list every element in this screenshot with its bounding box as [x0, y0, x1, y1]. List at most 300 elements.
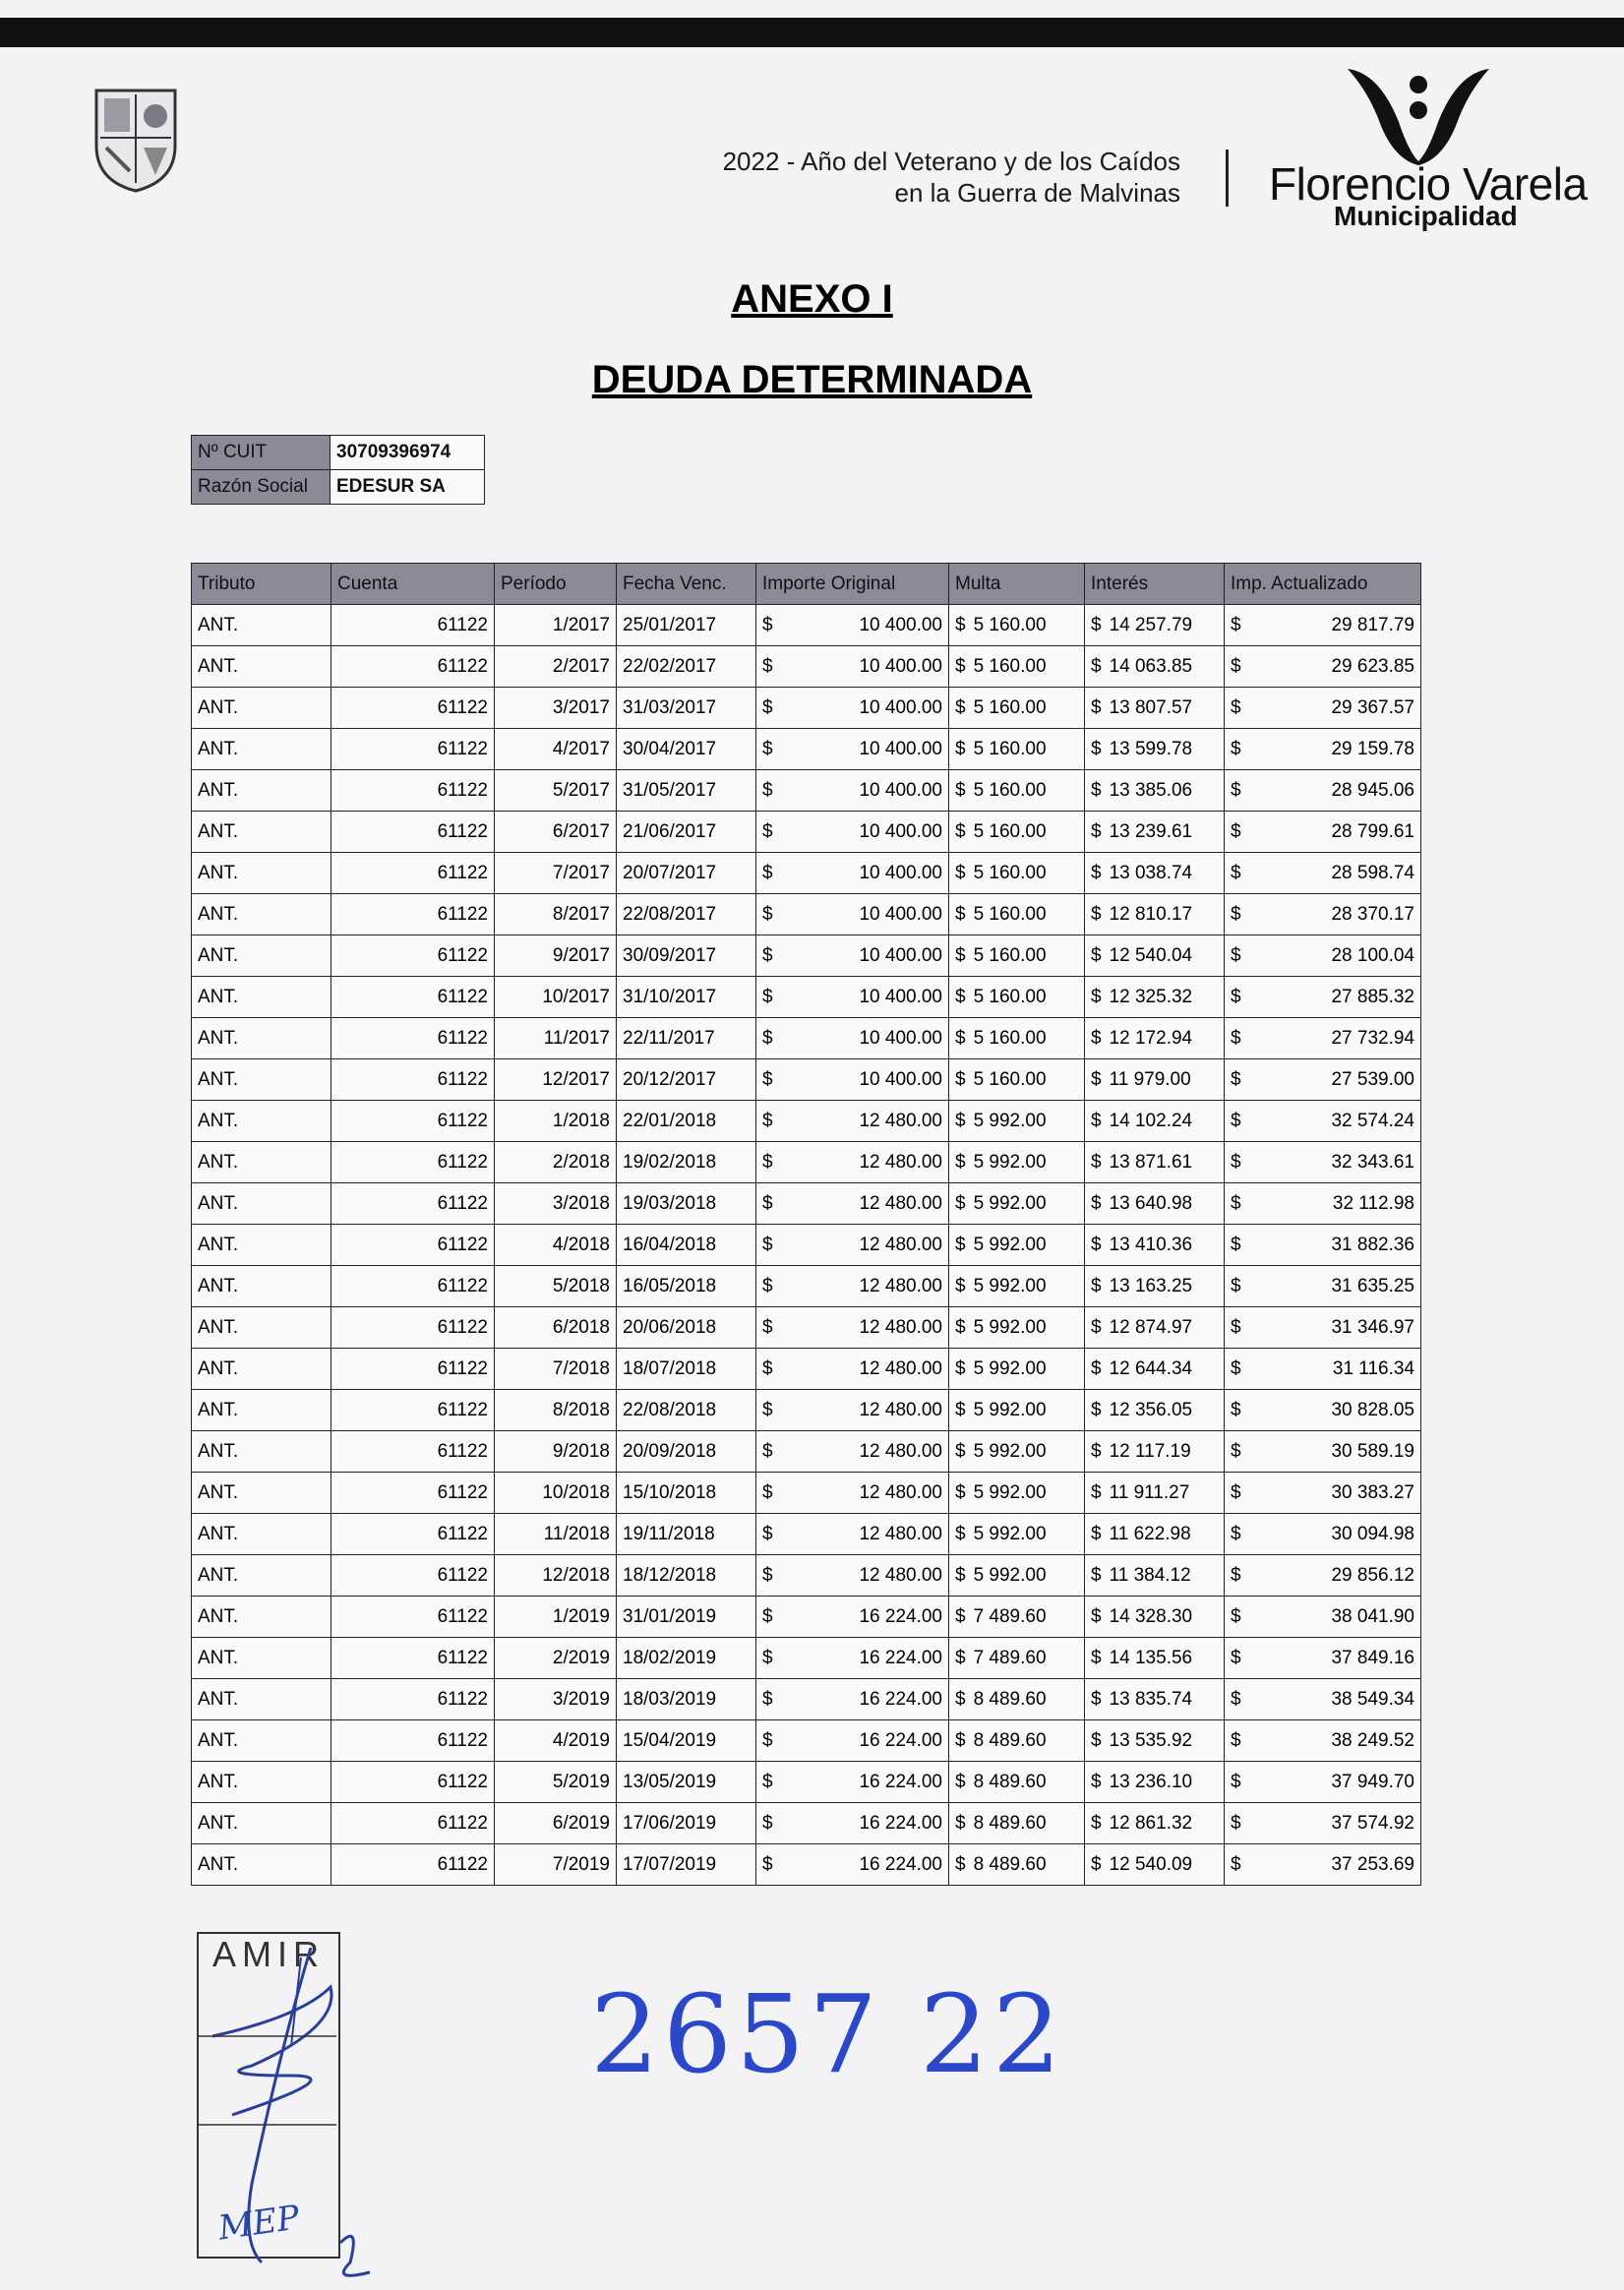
multa-cell — [949, 1638, 1085, 1679]
currency-symbol: $ — [762, 1316, 773, 1338]
currency-symbol: $ — [1231, 1027, 1241, 1049]
amount-value: 8 489.60 — [973, 1729, 1047, 1751]
amount-value: 12 874.97 — [1109, 1316, 1193, 1338]
top-scan-bar — [0, 18, 1624, 47]
periodo-cell: 11/2017 — [495, 1018, 617, 1059]
table-row — [192, 1431, 1421, 1473]
multa-cell — [949, 1266, 1085, 1307]
amount-value: 8 489.60 — [973, 1771, 1047, 1792]
importe-original-cell — [756, 1101, 949, 1142]
multa-cell — [949, 1431, 1085, 1473]
currency-symbol: $ — [955, 1440, 966, 1462]
periodo-cell: 5/2019 — [495, 1762, 617, 1803]
table-row — [192, 853, 1421, 894]
currency-symbol: $ — [955, 1729, 966, 1751]
cuit-row — [192, 436, 485, 470]
periodo-cell: 8/2018 — [495, 1390, 617, 1431]
currency-symbol: $ — [1091, 944, 1102, 966]
amount-value: 13 640.98 — [1109, 1192, 1193, 1214]
razon-social-value: EDESUR SA — [331, 470, 485, 505]
tributo-cell: ANT. — [192, 1266, 331, 1307]
amount-value: 12 480.00 — [859, 1357, 942, 1379]
tributo-cell: ANT. — [192, 935, 331, 977]
multa-cell — [949, 1473, 1085, 1514]
table-row — [192, 812, 1421, 853]
amount-value: 10 400.00 — [859, 944, 942, 966]
amount-value: 5 992.00 — [973, 1523, 1047, 1544]
importe-original-cell — [756, 1514, 949, 1555]
currency-symbol: $ — [1231, 1564, 1241, 1586]
table-row — [192, 1390, 1421, 1431]
currency-symbol: $ — [955, 1688, 966, 1710]
currency-symbol: $ — [762, 1234, 773, 1255]
periodo-cell: 12/2018 — [495, 1555, 617, 1597]
interes-cell — [1085, 1225, 1225, 1266]
currency-symbol: $ — [955, 1812, 966, 1834]
fecha-venc-cell: 30/09/2017 — [617, 935, 756, 977]
imp-actualizado-cell — [1225, 1638, 1421, 1679]
amount-value: 10 400.00 — [859, 986, 942, 1007]
cuenta-cell: 61122 — [331, 729, 495, 770]
currency-symbol: $ — [1231, 1523, 1241, 1544]
currency-symbol: $ — [1091, 779, 1102, 801]
currency-symbol: $ — [762, 1399, 773, 1420]
currency-symbol: $ — [762, 1357, 773, 1379]
amount-value: 12 480.00 — [859, 1564, 942, 1586]
amount-value: 32 112.98 — [1332, 1192, 1414, 1214]
currency-symbol: $ — [1091, 1853, 1102, 1875]
column-header: Multa — [949, 564, 1085, 605]
table-row — [192, 1638, 1421, 1679]
multa-cell — [949, 1183, 1085, 1225]
interes-cell — [1085, 729, 1225, 770]
amount-value: 14 257.79 — [1109, 614, 1193, 635]
currency-symbol: $ — [1231, 614, 1241, 635]
periodo-cell: 7/2018 — [495, 1349, 617, 1390]
fecha-venc-cell: 19/11/2018 — [617, 1514, 756, 1555]
currency-symbol: $ — [1231, 779, 1241, 801]
interes-cell — [1085, 1101, 1225, 1142]
interes-cell — [1085, 1431, 1225, 1473]
interes-cell — [1085, 1720, 1225, 1762]
table-row — [192, 935, 1421, 977]
multa-cell — [949, 770, 1085, 812]
amount-value: 5 160.00 — [973, 986, 1047, 1007]
imp-actualizado-cell — [1225, 688, 1421, 729]
cuenta-cell: 61122 — [331, 812, 495, 853]
tributo-cell: ANT. — [192, 770, 331, 812]
currency-symbol: $ — [955, 655, 966, 677]
importe-original-cell — [756, 646, 949, 688]
importe-original-cell — [756, 1018, 949, 1059]
currency-symbol: $ — [955, 1523, 966, 1544]
taxpayer-info-table — [191, 435, 485, 505]
imp-actualizado-cell — [1225, 1142, 1421, 1183]
periodo-cell: 9/2018 — [495, 1431, 617, 1473]
amount-value: 14 328.30 — [1109, 1605, 1193, 1627]
interes-cell — [1085, 1844, 1225, 1886]
currency-symbol: $ — [955, 944, 966, 966]
fecha-venc-cell: 31/01/2019 — [617, 1597, 756, 1638]
amount-value: 11 384.12 — [1109, 1564, 1191, 1586]
amount-value: 12 480.00 — [859, 1234, 942, 1255]
currency-symbol: $ — [762, 1564, 773, 1586]
currency-symbol: $ — [955, 1853, 966, 1875]
table-row — [192, 1679, 1421, 1720]
currency-symbol: $ — [1091, 1481, 1102, 1503]
amount-value: 7 489.60 — [973, 1647, 1047, 1668]
currency-symbol: $ — [762, 1523, 773, 1544]
multa-cell — [949, 688, 1085, 729]
amount-value: 29 856.12 — [1331, 1564, 1414, 1586]
column-header: Importe Original — [756, 564, 949, 605]
interes-cell — [1085, 853, 1225, 894]
importe-original-cell — [756, 1431, 949, 1473]
cuenta-cell: 61122 — [331, 1101, 495, 1142]
interes-cell — [1085, 1638, 1225, 1679]
table-row — [192, 1597, 1421, 1638]
currency-symbol: $ — [762, 696, 773, 718]
tributo-cell: ANT. — [192, 1307, 331, 1349]
amount-value: 27 732.94 — [1331, 1027, 1414, 1049]
table-row — [192, 770, 1421, 812]
cuenta-cell: 61122 — [331, 1307, 495, 1349]
amount-value: 12 356.05 — [1109, 1399, 1193, 1420]
cuenta-cell: 61122 — [331, 1225, 495, 1266]
cuenta-cell: 61122 — [331, 1638, 495, 1679]
amount-value: 30 094.98 — [1331, 1523, 1414, 1544]
cuenta-cell: 61122 — [331, 1720, 495, 1762]
currency-symbol: $ — [762, 779, 773, 801]
currency-symbol: $ — [1091, 1771, 1102, 1792]
cuit-label: Nº CUIT — [192, 436, 331, 470]
amount-value: 5 992.00 — [973, 1316, 1047, 1338]
imp-actualizado-cell — [1225, 935, 1421, 977]
cuenta-cell: 61122 — [331, 1390, 495, 1431]
periodo-cell: 10/2017 — [495, 977, 617, 1018]
amount-value: 31 635.25 — [1331, 1275, 1414, 1296]
currency-symbol: $ — [955, 1151, 966, 1173]
interes-cell — [1085, 1390, 1225, 1431]
imp-actualizado-cell — [1225, 977, 1421, 1018]
multa-cell — [949, 1307, 1085, 1349]
interes-cell — [1085, 1059, 1225, 1101]
interes-cell — [1085, 1514, 1225, 1555]
currency-symbol: $ — [1231, 1688, 1241, 1710]
currency-symbol: $ — [1231, 944, 1241, 966]
amount-value: 30 828.05 — [1331, 1399, 1414, 1420]
amount-value: 12 480.00 — [859, 1523, 942, 1544]
currency-symbol: $ — [955, 779, 966, 801]
currency-symbol: $ — [762, 1771, 773, 1792]
importe-original-cell — [756, 688, 949, 729]
importe-original-cell — [756, 935, 949, 977]
tributo-cell: ANT. — [192, 1762, 331, 1803]
razon-social-label: Razón Social — [192, 470, 331, 505]
importe-original-cell — [756, 1638, 949, 1679]
header-divider — [1226, 150, 1229, 207]
currency-symbol: $ — [1091, 1110, 1102, 1131]
document-number-stamp: 2657 22 — [590, 1971, 1065, 2097]
importe-original-cell — [756, 770, 949, 812]
amount-value: 12 480.00 — [859, 1399, 942, 1420]
amount-value: 13 038.74 — [1109, 862, 1193, 883]
imp-actualizado-cell — [1225, 1349, 1421, 1390]
currency-symbol: $ — [955, 738, 966, 759]
amount-value: 16 224.00 — [859, 1647, 942, 1668]
currency-symbol: $ — [1091, 1275, 1102, 1296]
table-row — [192, 1183, 1421, 1225]
multa-cell — [949, 1142, 1085, 1183]
brand-subtitle: Municipalidad — [1334, 201, 1518, 231]
amount-value: 12 325.32 — [1109, 986, 1193, 1007]
amount-value: 16 224.00 — [859, 1853, 942, 1875]
currency-symbol: $ — [1091, 820, 1102, 842]
imp-actualizado-cell — [1225, 1555, 1421, 1597]
multa-cell — [949, 1762, 1085, 1803]
fecha-venc-cell: 22/11/2017 — [617, 1018, 756, 1059]
cuenta-cell: 61122 — [331, 935, 495, 977]
debt-table — [191, 563, 1421, 1886]
table-row — [192, 1018, 1421, 1059]
amount-value: 38 549.34 — [1331, 1688, 1414, 1710]
cuenta-cell: 61122 — [331, 1266, 495, 1307]
periodo-cell: 3/2019 — [495, 1679, 617, 1720]
amount-value: 13 835.74 — [1109, 1688, 1193, 1710]
amount-value: 10 400.00 — [859, 1027, 942, 1049]
amount-value: 28 799.61 — [1331, 820, 1414, 842]
amount-value: 10 400.00 — [859, 655, 942, 677]
currency-symbol: $ — [762, 655, 773, 677]
multa-cell — [949, 605, 1085, 646]
currency-symbol: $ — [1231, 1440, 1241, 1462]
importe-original-cell — [756, 605, 949, 646]
currency-symbol: $ — [1091, 1027, 1102, 1049]
tributo-cell: ANT. — [192, 1018, 331, 1059]
fecha-venc-cell: 15/10/2018 — [617, 1473, 756, 1514]
amount-value: 10 400.00 — [859, 862, 942, 883]
fecha-venc-cell: 22/01/2018 — [617, 1101, 756, 1142]
fecha-venc-cell: 15/04/2019 — [617, 1720, 756, 1762]
currency-symbol: $ — [955, 820, 966, 842]
multa-cell — [949, 729, 1085, 770]
currency-symbol: $ — [955, 1605, 966, 1627]
currency-symbol: $ — [955, 1027, 966, 1049]
currency-symbol: $ — [762, 1068, 773, 1090]
amount-value: 13 599.78 — [1109, 738, 1193, 759]
currency-symbol: $ — [1091, 1399, 1102, 1420]
tributo-cell: ANT. — [192, 1514, 331, 1555]
amount-value: 5 160.00 — [973, 779, 1047, 801]
tributo-cell: ANT. — [192, 1390, 331, 1431]
tributo-cell: ANT. — [192, 812, 331, 853]
periodo-cell: 11/2018 — [495, 1514, 617, 1555]
periodo-cell: 3/2017 — [495, 688, 617, 729]
fecha-venc-cell: 18/02/2019 — [617, 1638, 756, 1679]
amount-value: 5 160.00 — [973, 820, 1047, 842]
importe-original-cell — [756, 1183, 949, 1225]
debt-table-header — [192, 564, 1421, 605]
currency-symbol: $ — [762, 1605, 773, 1627]
currency-symbol: $ — [762, 944, 773, 966]
fecha-venc-cell: 20/12/2017 — [617, 1059, 756, 1101]
currency-symbol: $ — [1091, 1316, 1102, 1338]
interes-cell — [1085, 1349, 1225, 1390]
amount-value: 28 945.06 — [1331, 779, 1414, 801]
importe-original-cell — [756, 977, 949, 1018]
interes-cell — [1085, 1762, 1225, 1803]
amount-value: 5 992.00 — [973, 1275, 1047, 1296]
amount-value: 12 480.00 — [859, 1481, 942, 1503]
periodo-cell: 12/2017 — [495, 1059, 617, 1101]
periodo-cell: 2/2017 — [495, 646, 617, 688]
amount-value: 27 539.00 — [1331, 1068, 1414, 1090]
currency-symbol: $ — [1231, 1110, 1241, 1131]
importe-original-cell — [756, 1844, 949, 1886]
currency-symbol: $ — [1231, 1151, 1241, 1173]
amount-value: 31 346.97 — [1331, 1316, 1414, 1338]
periodo-cell: 7/2017 — [495, 853, 617, 894]
table-row — [192, 1266, 1421, 1307]
fecha-venc-cell: 31/10/2017 — [617, 977, 756, 1018]
multa-cell — [949, 1844, 1085, 1886]
interes-cell — [1085, 1473, 1225, 1514]
amount-value: 5 992.00 — [973, 1440, 1047, 1462]
fecha-venc-cell: 13/05/2019 — [617, 1762, 756, 1803]
cuenta-cell: 61122 — [331, 894, 495, 935]
multa-cell — [949, 1018, 1085, 1059]
amount-value: 16 224.00 — [859, 1688, 942, 1710]
table-row — [192, 1514, 1421, 1555]
fecha-venc-cell: 16/04/2018 — [617, 1225, 756, 1266]
amount-value: 11 979.00 — [1109, 1068, 1191, 1090]
amount-value: 5 160.00 — [973, 903, 1047, 925]
cuenta-cell: 61122 — [331, 1555, 495, 1597]
amount-value: 10 400.00 — [859, 1068, 942, 1090]
cuenta-cell: 61122 — [331, 1431, 495, 1473]
amount-value: 10 400.00 — [859, 696, 942, 718]
amount-value: 32 574.24 — [1331, 1110, 1414, 1131]
currency-symbol: $ — [1231, 1605, 1241, 1627]
amount-value: 10 400.00 — [859, 903, 942, 925]
currency-symbol: $ — [762, 1729, 773, 1751]
multa-cell — [949, 1390, 1085, 1431]
cuenta-cell: 61122 — [331, 1142, 495, 1183]
amount-value: 13 236.10 — [1109, 1771, 1193, 1792]
amount-value: 28 100.04 — [1331, 944, 1414, 966]
amount-value: 14 063.85 — [1109, 655, 1193, 677]
amount-value: 29 623.85 — [1331, 655, 1414, 677]
currency-symbol: $ — [955, 1399, 966, 1420]
table-row — [192, 605, 1421, 646]
amount-value: 5 992.00 — [973, 1399, 1047, 1420]
amount-value: 12 480.00 — [859, 1440, 942, 1462]
fecha-venc-cell: 19/03/2018 — [617, 1183, 756, 1225]
amount-value: 8 489.60 — [973, 1688, 1047, 1710]
currency-symbol: $ — [955, 1234, 966, 1255]
importe-original-cell — [756, 894, 949, 935]
tributo-cell: ANT. — [192, 605, 331, 646]
multa-cell — [949, 1349, 1085, 1390]
amount-value: 5 160.00 — [973, 738, 1047, 759]
currency-symbol: $ — [1091, 862, 1102, 883]
multa-cell — [949, 812, 1085, 853]
currency-symbol: $ — [762, 1853, 773, 1875]
amount-value: 37 949.70 — [1331, 1771, 1414, 1792]
periodo-cell: 9/2017 — [495, 935, 617, 977]
multa-cell — [949, 1597, 1085, 1638]
amount-value: 16 224.00 — [859, 1605, 942, 1627]
currency-symbol: $ — [762, 1440, 773, 1462]
currency-symbol: $ — [762, 614, 773, 635]
interes-cell — [1085, 770, 1225, 812]
imp-actualizado-cell — [1225, 1679, 1421, 1720]
periodo-cell: 6/2018 — [495, 1307, 617, 1349]
periodo-cell: 10/2018 — [495, 1473, 617, 1514]
multa-cell — [949, 1803, 1085, 1844]
imp-actualizado-cell — [1225, 1720, 1421, 1762]
table-row — [192, 646, 1421, 688]
imp-actualizado-cell — [1225, 1183, 1421, 1225]
currency-symbol: $ — [955, 903, 966, 925]
cuenta-cell: 61122 — [331, 1018, 495, 1059]
importe-original-cell — [756, 1803, 949, 1844]
razon-social-row — [192, 470, 485, 505]
currency-symbol: $ — [1091, 1647, 1102, 1668]
multa-cell — [949, 1555, 1085, 1597]
imp-actualizado-cell — [1225, 605, 1421, 646]
currency-symbol: $ — [955, 1481, 966, 1503]
tributo-cell: ANT. — [192, 1555, 331, 1597]
table-row — [192, 1720, 1421, 1762]
importe-original-cell — [756, 1720, 949, 1762]
imp-actualizado-cell — [1225, 646, 1421, 688]
currency-symbol: $ — [1231, 1357, 1241, 1379]
amount-value: 5 992.00 — [973, 1192, 1047, 1214]
tributo-cell: ANT. — [192, 1183, 331, 1225]
amount-value: 37 849.16 — [1331, 1647, 1414, 1668]
currency-symbol: $ — [955, 1316, 966, 1338]
interes-cell — [1085, 894, 1225, 935]
tributo-cell: ANT. — [192, 729, 331, 770]
interes-cell — [1085, 646, 1225, 688]
tributo-cell: ANT. — [192, 1431, 331, 1473]
currency-symbol: $ — [1091, 1812, 1102, 1834]
currency-symbol: $ — [1091, 655, 1102, 677]
amount-value: 16 224.00 — [859, 1729, 942, 1751]
currency-symbol: $ — [1231, 1729, 1241, 1751]
cuenta-cell: 61122 — [331, 688, 495, 729]
amount-value: 13 535.92 — [1109, 1729, 1193, 1751]
fecha-venc-cell: 20/09/2018 — [617, 1431, 756, 1473]
column-header: Interés — [1085, 564, 1225, 605]
amount-value: 8 489.60 — [973, 1853, 1047, 1875]
periodo-cell: 4/2018 — [495, 1225, 617, 1266]
imp-actualizado-cell — [1225, 729, 1421, 770]
cuenta-cell: 61122 — [331, 853, 495, 894]
currency-symbol: $ — [955, 1564, 966, 1586]
amount-value: 12 540.09 — [1109, 1853, 1193, 1875]
currency-symbol: $ — [1231, 903, 1241, 925]
amount-value: 12 117.19 — [1109, 1440, 1191, 1462]
currency-symbol: $ — [1091, 1729, 1102, 1751]
fecha-venc-cell: 31/03/2017 — [617, 688, 756, 729]
column-header: Imp. Actualizado — [1225, 564, 1421, 605]
importe-original-cell — [756, 1266, 949, 1307]
interes-cell — [1085, 935, 1225, 977]
tributo-cell: ANT. — [192, 1638, 331, 1679]
amount-value: 13 239.61 — [1109, 820, 1193, 842]
